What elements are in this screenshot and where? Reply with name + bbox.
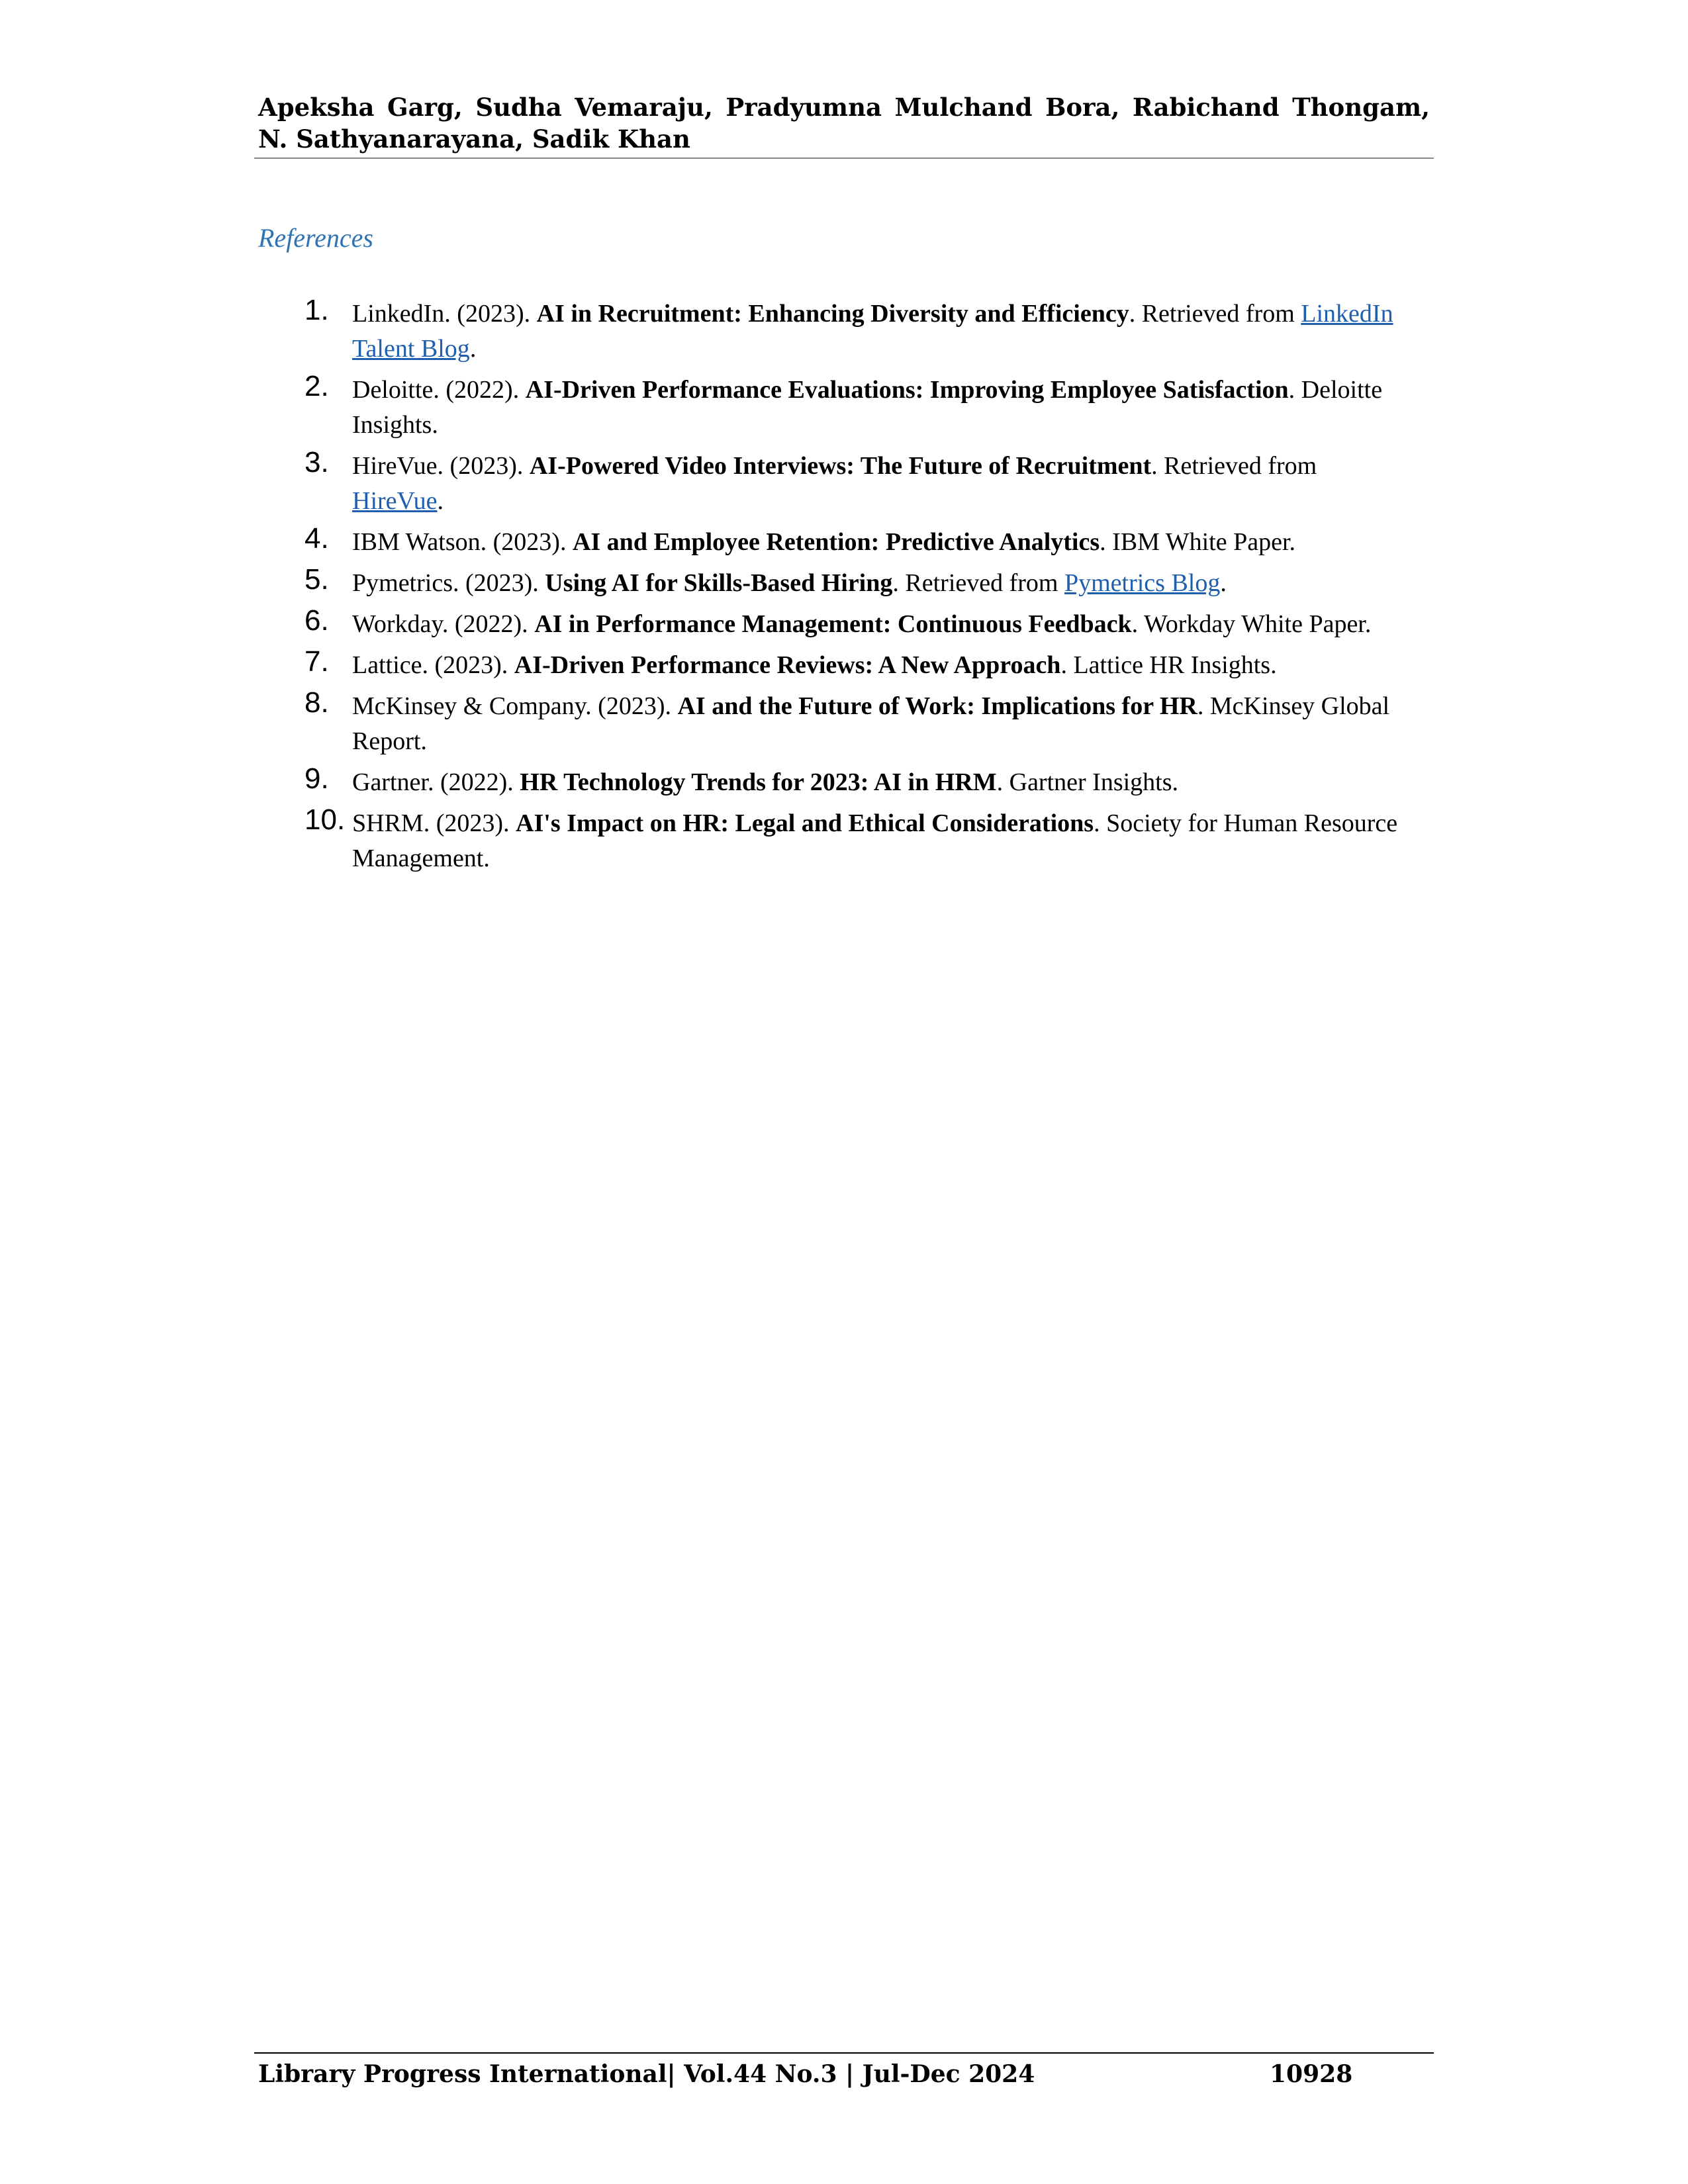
reference-note: . Retrieved from <box>1151 452 1317 480</box>
reference-title: AI and the Future of Work: Implications for HR <box>677 692 1197 720</box>
reference-title: AI-Powered Video Interviews: The Future of Recruitment <box>529 452 1152 480</box>
reference-source: LinkedIn. (2023). <box>352 300 537 328</box>
reference-source: Lattice. (2023). <box>352 651 514 679</box>
reference-note: . Workday White Paper. <box>1131 610 1372 638</box>
reference-link-hirevue[interactable]: HireVue <box>352 487 438 515</box>
reference-item <box>305 762 1436 800</box>
reference-end: . <box>469 335 477 363</box>
reference-source: Pymetrics. (2023). <box>352 569 545 597</box>
reference-note: . Retrieved from <box>1129 300 1301 328</box>
reference-item <box>305 604 1436 642</box>
reference-number: 7. <box>305 645 329 678</box>
reference-title: AI in Performance Management: Continuous Feedback <box>534 610 1132 638</box>
reference-source: SHRM. (2023). <box>352 809 516 837</box>
reference-title: HR Technology Trends for 2023: AI in HRM <box>520 768 997 796</box>
reference-number: 3. <box>305 446 329 478</box>
reference-source: HireVue. (2023). <box>352 452 530 480</box>
reference-source: Deloitte. (2022). <box>352 376 526 404</box>
reference-number: 10. <box>305 803 346 836</box>
reference-item <box>305 296 1436 367</box>
reference-note: . McKinsey Global Report. <box>352 692 1390 755</box>
reference-note: . Deloitte Insights. <box>352 376 1383 439</box>
footer-divider <box>254 2052 1434 2054</box>
reference-title: AI-Driven Performance Evaluations: Improving Employee Satisfaction <box>525 376 1289 404</box>
reference-item <box>305 645 1436 683</box>
reference-source: Workday. (2022). <box>352 610 535 638</box>
header-divider <box>254 158 1434 159</box>
reference-source: McKinsey & Company. (2023). <box>352 692 678 720</box>
reference-item <box>305 563 1436 601</box>
reference-note: . IBM White Paper. <box>1100 528 1296 556</box>
reference-number: 6. <box>305 604 329 637</box>
reference-item <box>305 686 1436 759</box>
reference-number: 9. <box>305 762 329 795</box>
reference-item <box>305 370 1436 443</box>
reference-number: 8. <box>305 686 329 719</box>
reference-title: AI's Impact on HR: Legal and Ethical Considerations <box>516 809 1094 837</box>
reference-note: . Lattice HR Insights. <box>1060 651 1277 679</box>
reference-note: . Society for Human Resource Management. <box>352 809 1398 872</box>
reference-link-pymetrics-blog[interactable]: Pymetrics Blog <box>1064 569 1221 597</box>
reference-item <box>305 803 1436 876</box>
reference-note: . Gartner Insights. <box>996 768 1179 796</box>
reference-number: 4. <box>305 522 329 555</box>
reference-end: . <box>1220 569 1227 597</box>
references-heading: References <box>258 223 373 253</box>
reference-note: . Retrieved from <box>892 569 1064 597</box>
reference-source: IBM Watson. (2023). <box>352 528 573 556</box>
reference-number: 5. <box>305 563 329 596</box>
reference-list <box>305 296 1436 882</box>
reference-link-linkedin-talent-blog[interactable]: LinkedIn Talent Blog <box>352 300 1393 363</box>
reference-end: . <box>437 487 444 515</box>
journal-footer: Library Progress International| Vol.44 No.3 | Jul-Dec 2024 <box>258 2060 1035 2088</box>
reference-title: AI in Recruitment: Enhancing Diversity and Efficiency <box>536 300 1129 328</box>
reference-title: AI and Employee Retention: Predictive Analytics <box>572 528 1100 556</box>
reference-source: Gartner. (2022). <box>352 768 520 796</box>
reference-title: Using AI for Skills-Based Hiring <box>545 569 893 597</box>
reference-title: AI-Driven Performance Reviews: A New Approach <box>514 651 1061 679</box>
page-number: 10928 <box>1270 2060 1353 2088</box>
reference-number: 2. <box>305 370 329 402</box>
reference-item <box>305 446 1436 519</box>
running-header-authors: Apeksha Garg, Sudha Vemaraju, Pradyumna Mulchand Bora, Rabichand Thongam, N. Sathyanarayana, Sadik Khan <box>258 93 1430 154</box>
reference-number: 1. <box>305 294 329 326</box>
reference-item <box>305 522 1436 560</box>
